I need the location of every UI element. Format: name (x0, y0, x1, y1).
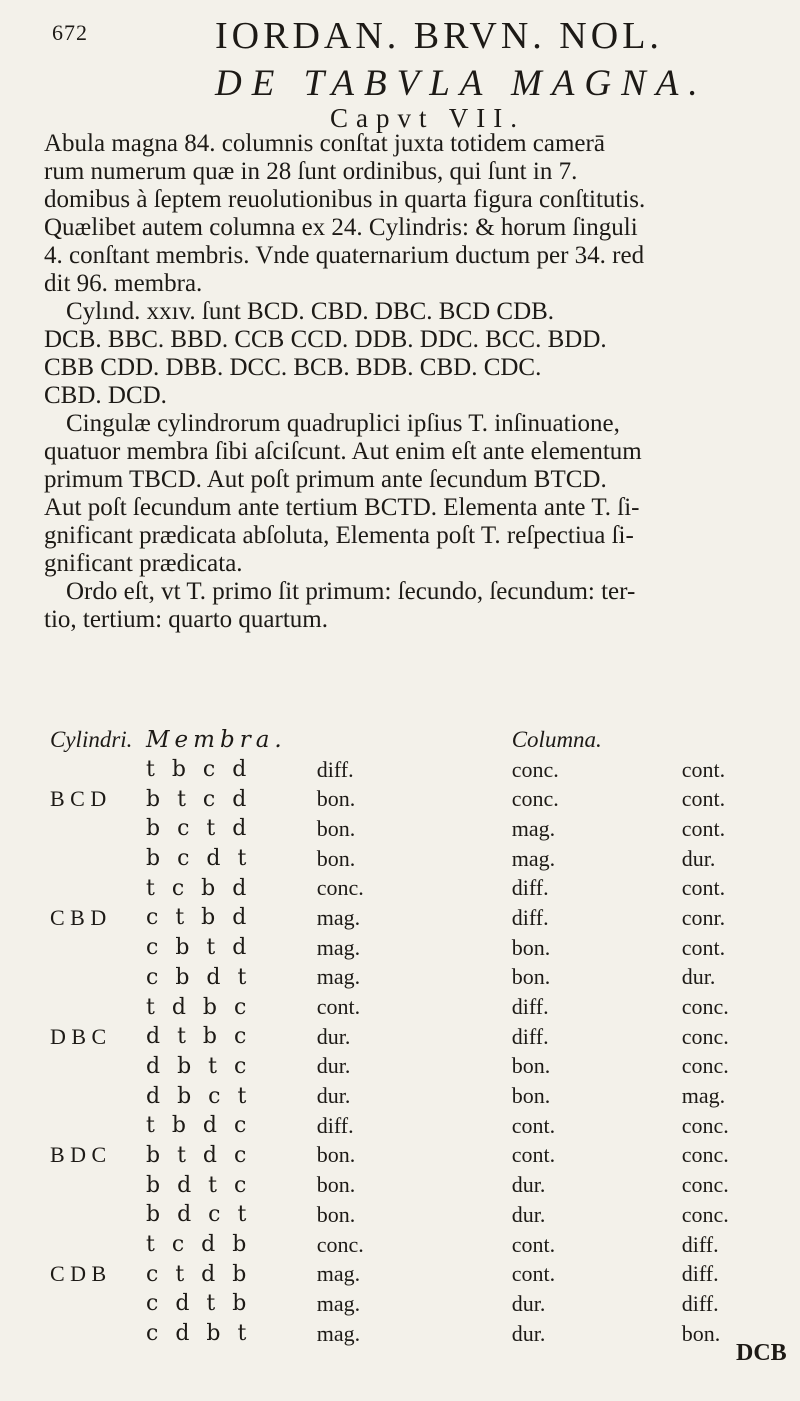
columna-cell: bon. (511, 1053, 551, 1079)
text-line: rum numerum quæ in 28 ſunt ordinibus, qui ſunt in 7. (44, 158, 578, 185)
text-line: quatuor membra ſibi aſciſcunt. Aut enim eſt ante elementum (44, 438, 642, 465)
columna-cell: dur. (511, 1320, 546, 1346)
columna-cell: dur. (316, 1023, 351, 1049)
table-row (50, 1022, 782, 1052)
columna-cell: cont. (681, 815, 726, 841)
membra-cell: d t b c (146, 1024, 252, 1050)
table-row (50, 963, 782, 993)
columna-cell: cont. (316, 994, 361, 1020)
columna-cell: mag. (316, 934, 361, 960)
columna-cell: conc. (681, 1172, 729, 1198)
columna-cell: bon. (511, 964, 551, 990)
columna-cell: bon. (316, 845, 356, 871)
table-row (50, 1319, 782, 1349)
text-line: primum TBCD. Aut poſt primum ante ſecundum BTCD. (44, 466, 607, 493)
cylinder-cell (50, 755, 146, 785)
columna-cell: dur. (681, 845, 716, 871)
columna-cell: conr. (681, 904, 726, 930)
columna-cell: dur. (511, 1201, 546, 1227)
columna-cell: cont. (681, 756, 726, 782)
columna-cell: mag. (316, 964, 361, 990)
columna-cell: bon. (681, 1320, 721, 1346)
columna-cell: diff. (511, 904, 549, 930)
column-header (287, 725, 502, 755)
cylinder-cell: B C D (50, 786, 107, 812)
column-header: Membra. (146, 726, 287, 753)
columna-cell: dur. (511, 1290, 546, 1316)
columna-cell: dur. (316, 1083, 351, 1109)
table-row (50, 784, 782, 814)
table-row (50, 814, 782, 844)
cylinder-cell: D B C (50, 1023, 107, 1049)
columna-cell: cont. (511, 1112, 556, 1138)
columna-cell: conc. (511, 786, 559, 812)
text-line: CBD. DCD. (44, 382, 167, 409)
columna-cell: mag. (681, 1083, 726, 1109)
table-body (50, 755, 782, 1349)
columna-cell: cont. (511, 1142, 556, 1168)
columna-cell: diff. (511, 1023, 549, 1049)
columna-cell: diff. (681, 1231, 719, 1257)
table-row (50, 1289, 782, 1319)
columna-cell: bon. (511, 1083, 551, 1109)
membra-cell: d b c t (146, 1083, 252, 1109)
membra-cell: t c d b (146, 1232, 252, 1258)
columna-cell: conc. (681, 1112, 729, 1138)
columna-cell: mag. (511, 815, 556, 841)
cylinder-cell (50, 1081, 146, 1111)
text-line: Cylınd. xxıv. ſunt BCD. CBD. DBC. BCD CDB. (66, 298, 555, 325)
cylinder-cell (50, 873, 146, 903)
cylinder-cell (50, 844, 146, 874)
columna-cell: diff. (511, 875, 549, 901)
table-row (50, 844, 782, 874)
membra-cell: c b t d (146, 935, 252, 961)
columna-cell: bon. (316, 1201, 356, 1227)
columna-cell: conc. (681, 1201, 729, 1227)
cylinder-cell (50, 1170, 146, 1200)
membra-cell: c d t b (146, 1291, 252, 1317)
text-line: 4. conſtant membris. Vnde quaternarium ductum per 34. red (44, 242, 645, 269)
membra-cell: b c d t (146, 846, 252, 872)
membra-cell: c b d t (146, 964, 252, 990)
membra-cell: t c b d (146, 875, 252, 901)
columna-cell: diff. (681, 1290, 719, 1316)
columna-cell: conc. (681, 1053, 729, 1079)
table-row (50, 1052, 782, 1082)
columna-cell: conc. (511, 756, 559, 782)
columna-cell: bon. (511, 934, 551, 960)
membra-cell: c t d b (146, 1261, 252, 1287)
page-title: DE TABVLA MAGNA. (215, 63, 708, 104)
table-row (50, 1081, 782, 1111)
text-line: tio, tertium: quarto quartum. (44, 606, 328, 633)
cylinder-cell (50, 1200, 146, 1230)
membra-cell: b d c t (146, 1202, 252, 1228)
columna-cell: mag. (316, 1261, 361, 1287)
membra-cell: t b d c (146, 1113, 252, 1139)
membra-cell: c t b d (146, 905, 252, 931)
columna-cell: cont. (511, 1261, 556, 1287)
cylinder-cell (50, 814, 146, 844)
table-row (50, 992, 782, 1022)
table-row (50, 1259, 782, 1289)
cylinder-cell (50, 1319, 146, 1349)
columna-cell: diff. (511, 994, 549, 1020)
table-row (50, 755, 782, 785)
text-line: domibus à ſeptem reuolutionibus in quarta figura conſtitutis. (44, 186, 646, 213)
columna-cell: dur. (316, 1053, 351, 1079)
cylinder-cell (50, 933, 146, 963)
text-line: Abula magna 84. columnis conſtat juxta totidem camerā (44, 130, 605, 157)
columna-cell: diff. (316, 756, 354, 782)
table-row (50, 1111, 782, 1141)
cylinder-cell (50, 1052, 146, 1082)
columna-cell: mag. (316, 1320, 361, 1346)
columna-cell: mag. (316, 904, 361, 930)
cylinder-cell: B D C (50, 1142, 107, 1168)
table-row (50, 1141, 782, 1171)
columna-cell: bon. (316, 815, 356, 841)
column-header: Columna. (511, 726, 602, 752)
table-header-row (50, 725, 782, 755)
body-text (44, 130, 784, 634)
cylinder-cell: C D B (50, 1261, 107, 1287)
membra-cell: b t c d (146, 786, 252, 812)
running-head: IORDAN. BRVN. NOL. (215, 15, 663, 57)
membra-cell: t d b c (146, 994, 252, 1020)
columna-cell: bon. (316, 786, 356, 812)
columna-cell: conc. (681, 1023, 729, 1049)
columna-cell: conc. (316, 1231, 364, 1257)
membra-table (50, 725, 782, 1348)
column-header: Cylindri. (50, 726, 133, 752)
table-row (50, 1200, 782, 1230)
columna-cell: cont. (511, 1231, 556, 1257)
columna-cell: bon. (316, 1172, 356, 1198)
text-line: dit 96. membra. (44, 270, 203, 297)
text-line: gnificant prædicata abſoluta, Elementa poſt T. reſpectiua ſi- (44, 522, 634, 549)
columna-cell: conc. (681, 1142, 729, 1168)
membra-cell: b t d c (146, 1142, 252, 1168)
catchword: DCB (736, 1340, 787, 1366)
columna-cell: bon. (316, 1142, 356, 1168)
text-line: Cingulæ cylindrorum quadruplici ipſius T. inſinuatione, (66, 410, 620, 437)
cylinder-cell (50, 992, 146, 1022)
text-line: gnificant prædicata. (44, 550, 243, 577)
columna-cell: cont. (681, 786, 726, 812)
cylinder-cell (50, 1111, 146, 1141)
text-line: Aut poſt ſecundum ante tertium BCTD. Elementa ante T. ſi- (44, 494, 640, 521)
table-row (50, 1230, 782, 1260)
cylinder-cell (50, 963, 146, 993)
membra-cell: t b c d (146, 757, 252, 783)
column-header (682, 725, 782, 755)
columna-cell: diff. (681, 1261, 719, 1287)
table-row (50, 873, 782, 903)
cylinder-cell: C B D (50, 904, 107, 930)
text-line: Ordo eſt, vt T. primo ſit primum: ſecundo, ſecundum: ter- (66, 578, 636, 605)
columna-cell: mag. (316, 1290, 361, 1316)
columna-cell: cont. (681, 875, 726, 901)
text-line: Quælibet autem columna ex 24. Cylindris: & horum ſinguli (44, 214, 638, 241)
membra-cell: c d b t (146, 1321, 252, 1347)
columna-cell: conc. (316, 875, 364, 901)
chapter-heading: Capvt VII. (330, 103, 525, 133)
columna-cell: mag. (511, 845, 556, 871)
columna-cell: diff. (316, 1112, 354, 1138)
text-line: DCB. BBC. BBD. CCB CCD. DDB. DDC. BCC. BDD. (44, 326, 607, 353)
columna-cell: cont. (681, 934, 726, 960)
columna-cell: dur. (681, 964, 716, 990)
membra-cell: b d t c (146, 1172, 252, 1198)
membra-cell: b c t d (146, 816, 252, 842)
columna-cell: conc. (681, 994, 729, 1020)
table-row (50, 933, 782, 963)
table-row (50, 1170, 782, 1200)
table-row (50, 903, 782, 933)
columna-cell: dur. (511, 1172, 546, 1198)
cylinder-cell (50, 1230, 146, 1260)
membra-cell: d b t c (146, 1053, 252, 1079)
page-number: 672 (52, 20, 88, 45)
text-line: CBB CDD. DBB. DCC. BCB. BDB. CBD. CDC. (44, 354, 542, 381)
cylinder-cell (50, 1289, 146, 1319)
